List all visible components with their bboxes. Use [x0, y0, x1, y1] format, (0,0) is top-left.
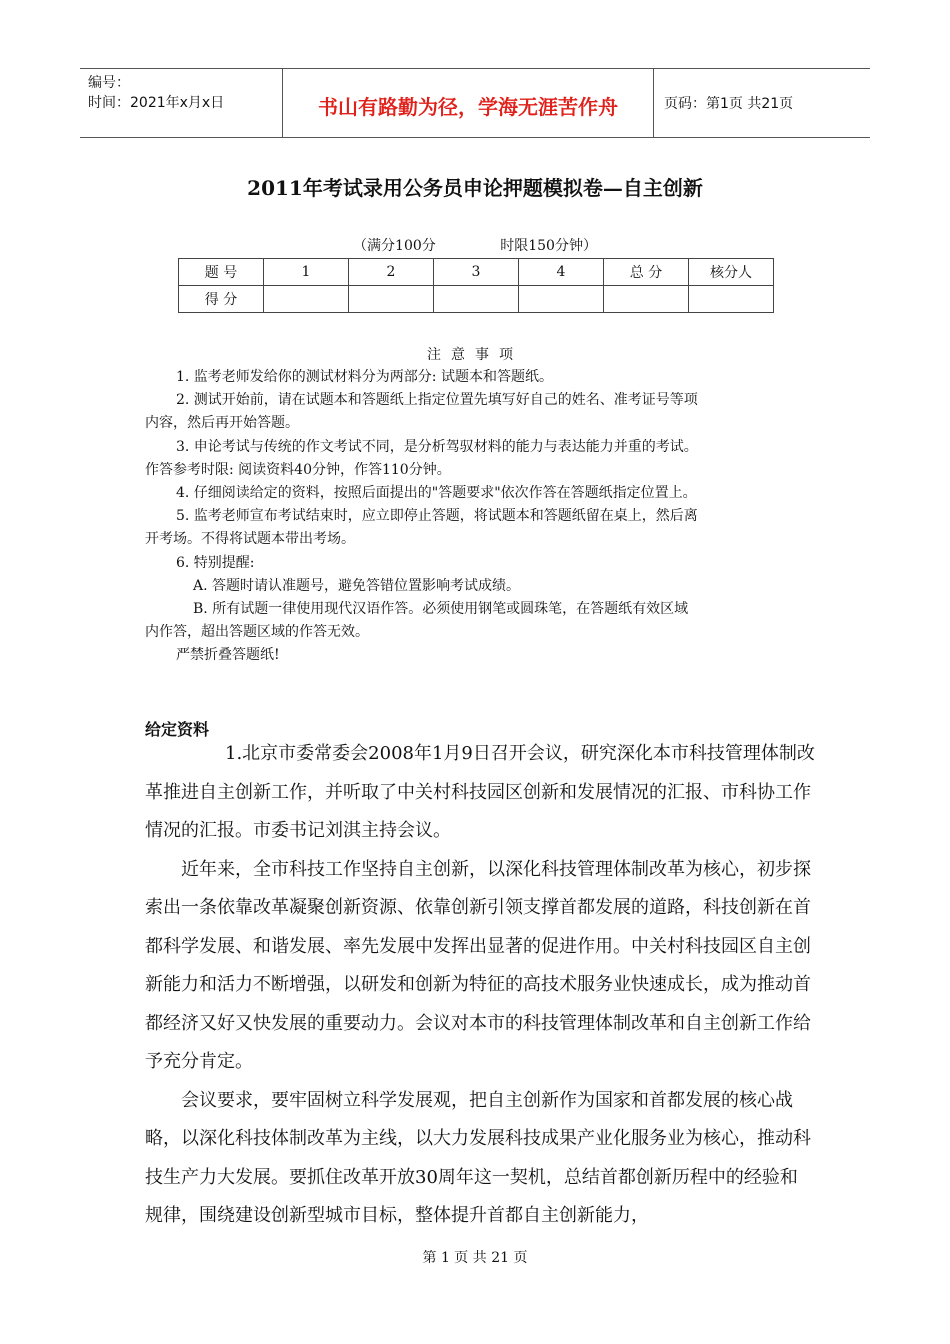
notice-line: 严禁折叠答题纸!	[176, 647, 280, 664]
document-header	[80, 68, 870, 138]
notice-line: 内作答，超出答题区域的作答无效。	[145, 624, 369, 641]
notice-line: 5. 监考老师宣布考试结束时，应立即停止答题，将试题本和答题纸留在桌上，然后离	[176, 508, 698, 525]
score-cell	[689, 286, 774, 313]
notice-line: 作答参考时限: 阅读资料40分钟，作答110分钟。	[145, 461, 451, 478]
notice-line: B. 所有试题一律使用现代汉语作答。必须使用钢笔或圆珠笔，在答题纸有效区域	[193, 601, 689, 618]
header-meta	[88, 73, 224, 113]
notice-line: 3. 申论考试与传统的作文考试不同，是分析驾驭材料的能力与表达能力并重的考试。	[176, 438, 698, 455]
notice-line: 内容，然后再开始答题。	[145, 415, 299, 432]
full-score: （满分100分	[353, 238, 436, 254]
score-table-score-row	[179, 286, 774, 313]
notice-line: 2. 测试开始前，请在试题本和答题纸上指定位置先填写好自己的姓名、准考证号等项	[176, 392, 698, 409]
table-cell: 3	[434, 259, 519, 286]
header-motto-cell	[282, 69, 654, 137]
score-cell	[349, 286, 434, 313]
notice-line: 6. 特别提醒:	[176, 554, 255, 571]
paragraph: 会议要求，要牢固树立科学发展观，把自主创新作为国家和首都发展的核心战略，以深化科技体制改革为主线，以大力发展科技成果产业化服务业为核心，推动科技生产力大发展。要抓住改革开放30周年这一契机，总结首都创新历程中的经验和规律，围绕建设创新型城市目标，整体提升首都自主创新能力，	[145, 1089, 811, 1226]
notice-line: 1. 监考老师发给你的测试材料分为两部分: 试题本和答题纸。	[176, 369, 553, 385]
table-cell: 2	[349, 259, 434, 286]
score-cell	[434, 286, 519, 313]
table-cell: 总 分	[604, 259, 689, 286]
notice-line: A. 答题时请认准题号，避免答错位置影响考试成绩。	[193, 577, 521, 594]
table-cell: 1	[264, 259, 349, 286]
table-cell: 核分人	[689, 259, 774, 286]
material-body	[145, 735, 815, 1236]
table-cell: 题 号	[179, 259, 264, 286]
notice-list	[145, 366, 815, 668]
score-cell	[604, 286, 689, 313]
page-footer: 第 1 页 共 21 页	[422, 1250, 528, 1266]
notice-line: 开考场。不得将试题本带出考场。	[145, 531, 355, 548]
header-page-number: 页码：第1页 共21页	[664, 96, 794, 112]
header-number: 编号：	[88, 75, 130, 91]
table-cell: 得 分	[179, 286, 264, 313]
notice-line: 4. 仔细阅读给定的资料，按照后面提出的"答题要求"依次作答在答题纸指定位置上。	[176, 485, 697, 502]
section-heading: 给定资料	[145, 720, 210, 739]
time-limit: 时限150分钟）	[500, 238, 597, 254]
document-title: 2011年考试录用公务员申论押题模拟卷—自主创新	[247, 176, 703, 200]
table-cell: 4	[519, 259, 604, 286]
score-table	[178, 258, 774, 313]
score-cell	[264, 286, 349, 313]
score-table-header-row	[179, 259, 774, 286]
header-time: 时间：2021年x月x日	[88, 95, 225, 111]
exam-info	[0, 235, 950, 255]
score-cell	[519, 286, 604, 313]
notice-heading: 注意事项	[427, 347, 523, 363]
header-motto: 书山有路勤为径，学海无涯苦作舟	[318, 95, 618, 119]
paragraph: 近年来，全市科技工作坚持自主创新，以深化科技管理体制改革为核心，初步探索出一条依靠改革凝聚创新资源、依靠创新引领支撑首都发展的道路，科技创新在首都科学发展、和谐发展、率先发展中发挥出显著的促进作用。中关村科技园区自主创新能力和活力不断增强，以研发和创新为特征的高技术服务业快速成长，成为推动首都经济又好又快发展的重要动力。会议对本市的科技管理体制改革和自主创新工作给予充分肯定。	[145, 858, 811, 1072]
paragraph: 1.北京市委常委会2008年1月9日召开会议，研究深化本市科技管理体制改革推进自主创新工作，并听取了中关村科技园区创新和发展情况的汇报、市科协工作情况的汇报。市委书记刘淇主持会议。	[145, 743, 815, 841]
